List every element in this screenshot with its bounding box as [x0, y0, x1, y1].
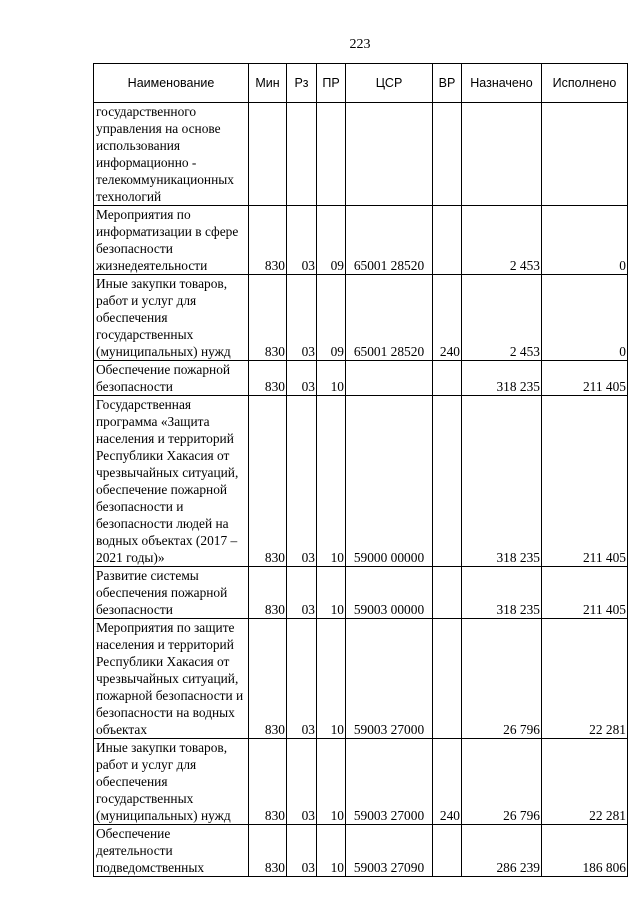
cell-pr: 10 — [317, 739, 346, 825]
cell-csr: 59003 27090 — [346, 825, 433, 877]
cell-pr: 10 — [317, 619, 346, 739]
header-planned: Назначено — [462, 64, 542, 103]
table-row — [94, 619, 628, 739]
cell-planned: 318 235 — [462, 396, 542, 567]
cell-planned — [462, 103, 542, 206]
header-name: Наименование — [94, 64, 249, 103]
cell-planned: 26 796 — [462, 739, 542, 825]
cell-csr: 59003 27000 — [346, 739, 433, 825]
cell-executed: 22 281 — [542, 619, 628, 739]
cell-pr: 10 — [317, 361, 346, 396]
cell-rz: 03 — [287, 396, 317, 567]
cell-executed: 0 — [542, 275, 628, 361]
cell-rz: 03 — [287, 825, 317, 877]
cell-csr: 59003 27000 — [346, 619, 433, 739]
cell-planned: 2 453 — [462, 206, 542, 275]
cell-min: 830 — [249, 825, 287, 877]
cell-rz: 03 — [287, 206, 317, 275]
cell-name: Развитие системы обеспечения пожарной безопасности — [94, 567, 249, 619]
cell-executed: 0 — [542, 206, 628, 275]
cell-pr — [317, 103, 346, 206]
cell-planned: 2 453 — [462, 275, 542, 361]
cell-csr — [346, 103, 433, 206]
table-row — [94, 275, 628, 361]
cell-min: 830 — [249, 567, 287, 619]
cell-min: 830 — [249, 619, 287, 739]
cell-min: 830 — [249, 206, 287, 275]
cell-name: Мероприятия по защите населения и территорий Республики Хакасия от чрезвычайных ситуаций, пожарной безопасности и безопасности на водных объектах — [94, 619, 249, 739]
cell-min — [249, 103, 287, 206]
table-row — [94, 103, 628, 206]
table-row — [94, 825, 628, 877]
cell-min: 830 — [249, 739, 287, 825]
cell-vr — [433, 825, 462, 877]
cell-rz — [287, 103, 317, 206]
cell-vr — [433, 619, 462, 739]
cell-executed — [542, 103, 628, 206]
header-executed: Исполнено — [542, 64, 628, 103]
cell-executed: 186 806 — [542, 825, 628, 877]
cell-executed: 211 405 — [542, 567, 628, 619]
cell-csr — [346, 361, 433, 396]
header-vr: ВР — [433, 64, 462, 103]
cell-vr — [433, 206, 462, 275]
cell-rz: 03 — [287, 739, 317, 825]
cell-pr: 10 — [317, 396, 346, 567]
cell-name: Иные закупки товаров, работ и услуг для обеспечения государственных (муниципальных) нужд — [94, 275, 249, 361]
cell-name: государственного управления на основе использования информационно - телекоммуникационных технологий — [94, 103, 249, 206]
cell-csr: 59000 00000 — [346, 396, 433, 567]
cell-planned: 26 796 — [462, 619, 542, 739]
cell-min: 830 — [249, 361, 287, 396]
cell-name: Обеспечение деятельности подведомственных — [94, 825, 249, 877]
cell-executed: 211 405 — [542, 361, 628, 396]
table-row — [94, 739, 628, 825]
table-row — [94, 361, 628, 396]
cell-min: 830 — [249, 396, 287, 567]
cell-name: Мероприятия по информатизации в сфере безопасности жизнедеятельности — [94, 206, 249, 275]
cell-csr: 65001 28520 — [346, 275, 433, 361]
cell-vr — [433, 396, 462, 567]
table-row — [94, 567, 628, 619]
cell-csr: 59003 00000 — [346, 567, 433, 619]
cell-planned: 286 239 — [462, 825, 542, 877]
cell-planned: 318 235 — [462, 361, 542, 396]
cell-pr: 09 — [317, 206, 346, 275]
cell-executed: 22 281 — [542, 739, 628, 825]
cell-executed: 211 405 — [542, 396, 628, 567]
header-csr: ЦСР — [346, 64, 433, 103]
header-rz: Рз — [287, 64, 317, 103]
table-row — [94, 206, 628, 275]
budget-execution-table — [93, 63, 628, 877]
cell-pr: 09 — [317, 275, 346, 361]
table-row — [94, 396, 628, 567]
cell-rz: 03 — [287, 361, 317, 396]
header-pr: ПР — [317, 64, 346, 103]
cell-vr: 240 — [433, 739, 462, 825]
cell-rz: 03 — [287, 567, 317, 619]
cell-rz: 03 — [287, 275, 317, 361]
cell-pr: 10 — [317, 825, 346, 877]
cell-name: Обеспечение пожарной безопасности — [94, 361, 249, 396]
page-number: 223 — [349, 37, 371, 52]
cell-vr — [433, 361, 462, 396]
cell-name: Иные закупки товаров, работ и услуг для обеспечения государственных (муниципальных) нужд — [94, 739, 249, 825]
cell-csr: 65001 28520 — [346, 206, 433, 275]
cell-rz: 03 — [287, 619, 317, 739]
cell-name: Государственная программа «Защита населения и территорий Республики Хакасия от чрезвычайных ситуаций, обеспечение пожарной безопасности и безопасности людей на водных объектах (2017 – 2021 годы)» — [94, 396, 249, 567]
header-min: Мин — [249, 64, 287, 103]
cell-vr — [433, 567, 462, 619]
cell-vr: 240 — [433, 275, 462, 361]
cell-planned: 318 235 — [462, 567, 542, 619]
cell-min: 830 — [249, 275, 287, 361]
table-header-row — [94, 64, 628, 103]
cell-pr: 10 — [317, 567, 346, 619]
cell-vr — [433, 103, 462, 206]
